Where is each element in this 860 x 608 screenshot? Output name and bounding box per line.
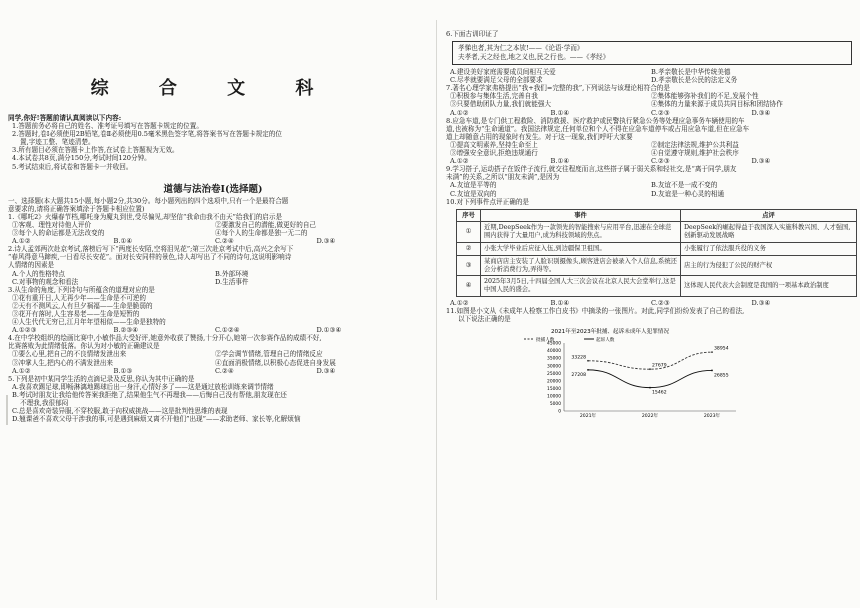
question-1 <box>8 213 418 245</box>
statement-option: ④人生代代无穷已,江月年年望相似——生命是独特的 <box>12 318 166 327</box>
answer-choice: D.③④ <box>316 366 336 375</box>
y-tick-label: 10000 <box>547 394 561 400</box>
y-tick-label: 15000 <box>547 387 561 393</box>
question-stem: “春风得意马蹄疾,一日看尽长安花”。面对长安同样的景色,诗人却写出了不同的诗句,这说明影响诗 <box>8 253 292 262</box>
statement-option: ②制定法律法规,维护公共利益 <box>651 140 739 149</box>
notice-head: 同学,你好!答题前请认真阅读以下内容: <box>8 114 122 122</box>
answer-choice: D.③④ <box>751 299 771 308</box>
question-7 <box>446 84 852 116</box>
option-row <box>8 359 418 367</box>
event-cell: 小张大学毕业后应征入伍,到边疆保卫祖国。 <box>481 243 681 256</box>
data-point <box>649 369 651 371</box>
quote-line: 孝悌也者,其为仁之本欤!——《论语·学而》 <box>458 44 584 53</box>
question-stem: 道,也被称为“生命通道”。我国法律规定,任何单位和个人不得在应急车道停车或占用应急车道,但在应急车 <box>446 124 750 133</box>
statement-option: ③只要借助团队力量,我们就能强大 <box>450 100 552 109</box>
answer-choice: D.③④ <box>751 157 771 166</box>
answer-choice: B.友谊不是一成不变的 <box>651 181 718 190</box>
answer-choice: A.建设美好家庭需要成员间相互关爱 <box>450 68 556 77</box>
column-header: 序号 <box>457 209 481 222</box>
column-divider <box>436 20 437 600</box>
answer-choice: A.①②③ <box>12 326 37 335</box>
statement-option: ③冲掌人生,把内心的不满发泄出来 <box>12 358 114 367</box>
answer-choices <box>8 367 418 375</box>
question-stem: 11.如图是小文从《未成年人检察工作白皮书》中摘录的一张图片。对此,同学们纷纷发表了自己的看法, <box>446 307 745 316</box>
comment-cell: 店主的行为侵犯了公民的财产权 <box>681 255 857 276</box>
answer-choice: B.①④ <box>550 108 570 117</box>
answer-choice: A.友谊是平等的 <box>450 181 497 190</box>
option-row <box>8 229 418 237</box>
answer-choice: B.考试时朋友让我给他传答案我拒绝了,结果他生气不再理我——后悔自己没有帮他,朋友现在还 <box>12 390 287 399</box>
question-4 <box>8 334 418 374</box>
legend-label: 起诉人数 <box>596 338 615 344</box>
answer-choice: C.尽孝就要满足父母的全部要求 <box>450 76 543 85</box>
statement-option: ④自觉遵守规则,维护社会秩序 <box>651 149 739 158</box>
x-tick-label: 2021年 <box>579 414 597 420</box>
answer-choice: B.孝亲敬长是中华传统美德 <box>651 68 731 77</box>
statement-option: ②集体能够弥补我们的不足,发展个性 <box>651 92 759 101</box>
row-number: ② <box>457 243 481 256</box>
option-row <box>446 141 852 149</box>
row-number: ① <box>457 222 481 243</box>
question-10 <box>446 198 852 308</box>
statement-option: ②天有不测风云,人有旦夕祸福——生命是脆弱的 <box>12 301 153 310</box>
answer-choice: B.①④ <box>550 299 570 308</box>
question-stem: 9.学习搭子,运动搭子在饭伴子流行,就交往程度而言,这些搭子属于弱关系和轻社交,是“离于同学,朋友 <box>446 165 737 174</box>
answer-choice: D.①③④ <box>316 326 342 335</box>
question-stem: 8.应急车道,是专门供工程救险、消防救援、医疗救护或民警执行紧急公务等处理应急事务车辆使用的车 <box>446 116 745 125</box>
option-row <box>446 190 852 198</box>
notice-block <box>8 114 418 171</box>
answer-choice: B.②③④ <box>113 326 139 335</box>
table-row <box>457 255 857 276</box>
option-row <box>446 181 852 189</box>
option-row <box>8 350 418 358</box>
quote-box <box>452 41 852 65</box>
answer-choice: B.外部环境 <box>215 269 249 278</box>
data-point <box>587 360 589 362</box>
answer-choice: D.友谊是一种心灵的相通 <box>651 189 725 198</box>
question-stem: 道上却随意占用的现象时有发生。对于这一现象,我们呼吁大家要 <box>446 132 633 141</box>
y-tick-label: 5000 <box>549 402 561 408</box>
option-row <box>8 221 418 229</box>
answer-choice: A.①② <box>450 157 469 166</box>
notice-item: 4.本试卷共8页,满分150分,考试时间120分钟。 <box>12 154 151 163</box>
answer-choice: A.①② <box>12 237 31 246</box>
comment-cell: DeepSeek的崛起得益于我国深入实施科教兴国、人才强国,创新驱动发展战略 <box>681 222 857 243</box>
quote-line: 夫孝者,天之经也,地之义也,民之行也。——《孝经》 <box>458 53 610 62</box>
data-point <box>587 369 589 371</box>
data-label: 26855 <box>714 373 729 379</box>
y-tick-label: 35000 <box>547 357 561 363</box>
answer-choice: C.②③ <box>651 157 670 166</box>
answer-choice: B.①④ <box>550 157 570 166</box>
notice-item: 1.答题前务必将自己的姓名、准考证号填写在答题卡规定的位置。 <box>12 122 203 131</box>
answer-choice: A.①② <box>450 108 469 117</box>
row-number: ④ <box>457 276 481 297</box>
statement-option: ④集体的力量来源于成员共同目标和团结协作 <box>651 100 783 109</box>
question-stem: 未满”的关系,之所以“朋友未满”,是因为 <box>446 173 560 182</box>
y-tick-label: 30000 <box>547 364 561 370</box>
events-table <box>456 209 857 297</box>
answer-choice: D.孝亲敬长是公民的法定义务 <box>651 76 738 85</box>
option-row <box>8 270 418 278</box>
y-tick-label: 45000 <box>547 341 561 347</box>
comment-cell: 这体现人民代表大会制度是我国的一项基本政治制度 <box>681 276 857 297</box>
notice-item: 3.所有题目必须在答题卡上作答,在试卷上答题视为无效。 <box>12 146 179 155</box>
y-tick-label: 40000 <box>547 349 561 355</box>
question-3 <box>8 286 418 335</box>
answer-choice: C.对事物的观念和看法 <box>12 277 79 286</box>
section-intro: 一、选择题(本大题共15小题,每小题2分,共30分。每小题列出的四个选项中,只有一个是最符合题 <box>8 196 289 205</box>
question-stem: 人情绪的因素是 <box>8 261 55 270</box>
statement-option: ④每个人的生命都是独一无二的 <box>215 229 308 238</box>
question-stem: 4.在中学校组织的绘画比赛中,小敏作品大受好评,她意外收获了赞扬,十分开心,她第一次参赛作品的成绩不好, <box>8 334 322 343</box>
column-header: 事件 <box>481 209 681 222</box>
answer-choice: A.我喜欢踢足球,即畅淋漓地踢球后出一身汗,心情好多了——这是通过放松训练来调节情绪 <box>12 382 274 391</box>
answer-choice: A.①② <box>12 366 31 375</box>
answer-choice: C.总是喜欢奇装异服,不穿校服,敢于向权威挑战——这是批判性思维的表现 <box>12 407 228 416</box>
statement-option: ①要么心里,把自己的不良情绪发泄出来 <box>12 350 127 359</box>
table-row <box>457 243 857 256</box>
data-label: 38954 <box>714 346 729 352</box>
answer-choice: C.②③ <box>651 299 670 308</box>
option-row <box>8 278 418 286</box>
option-row <box>446 149 852 157</box>
column-header: 点评 <box>681 209 857 222</box>
answer-choice: D.③④ <box>751 108 771 117</box>
statement-option: ①花有重开日,人无再少年——生命是不可逆的 <box>12 293 146 302</box>
answer-choice: B.①③ <box>113 366 133 375</box>
question-6 <box>446 30 852 84</box>
data-point <box>711 352 713 354</box>
answer-choice: C.②③ <box>651 108 670 117</box>
answer-choice: C.②④ <box>215 366 234 375</box>
series-line <box>588 370 712 388</box>
question-stem: 2.诗人孟郊两次赴京考试,落榜后写下“两度长安陌,空将泪见花”;第三次赴京考试中后,高兴之余写下 <box>8 245 294 254</box>
answer-choice: A.个人的性格特点 <box>12 269 66 278</box>
data-label: 27208 <box>571 373 586 379</box>
option-row <box>446 92 852 100</box>
juvenile-crime-chart <box>446 327 852 423</box>
legend-label: 批捕人数 <box>536 338 555 344</box>
table-row <box>457 222 857 243</box>
option-row <box>446 68 852 76</box>
answer-choices <box>8 237 418 245</box>
statement-option: ③花开有落时,人生容易老——生命是短暂的 <box>12 309 140 318</box>
data-label: 27679 <box>652 364 667 370</box>
question-stem: 3.从生命的角度,下列诗句与所蕴含的道理对应的是 <box>8 285 155 294</box>
notice-item: 置,字迹工整、笔迹清楚。 <box>20 138 95 147</box>
notice-item: 2.答题时,卷Ⅰ必须使用2B铅笔,卷Ⅱ必须使用0.5毫米黑色签字笔,将答案书写在答题卡规定的位 <box>12 130 282 139</box>
y-tick-label: 20000 <box>547 379 561 385</box>
table-row <box>457 276 857 297</box>
answer-choice: D.③④ <box>316 237 336 246</box>
notice-item: 5.考试结束后,将试卷和答题卡一并收回。 <box>12 162 133 171</box>
question-stem: 7.著名心理学家弗格提出“我+我们=完整的我”,下列说法与该理论相符合的是 <box>446 84 670 93</box>
answer-choice: A.①② <box>450 299 469 308</box>
x-tick-label: 2022年 <box>641 414 659 420</box>
statement-option: ②学会调节情绪,管理自己的情绪反应 <box>215 350 323 359</box>
series-line <box>588 352 712 369</box>
answer-choice: 不理我,我很郁闷 <box>20 399 69 407</box>
right-column <box>440 0 860 608</box>
statement-option: ③增强安全意识,拒绝违规通行 <box>450 149 538 158</box>
section-intro: 意要求的,请将正确答案填涂于答题卡相应位置) <box>8 204 145 213</box>
data-point <box>711 370 713 372</box>
section-title: 道德与法治卷Ⅰ(选择题) <box>163 183 263 195</box>
statement-option: ④直面消极情绪,以积极心态促进自身发展 <box>215 358 336 367</box>
data-label: 33228 <box>571 355 586 361</box>
answer-choices <box>446 157 852 165</box>
question-stem: 比赛落败为此情绪低落。你认为对小敏的正确建议是 <box>8 342 160 351</box>
x-tick-label: 2023年 <box>703 414 721 420</box>
answer-choice: C.友谊是双向的 <box>450 189 497 198</box>
y-tick-label: 0 <box>558 409 561 415</box>
data-label: 15462 <box>652 390 667 396</box>
event-cell: 近期,DeepSeek作为一款领先的智能搜索与应用平台,迅速在全球范围内获得了大量用户,成为科技领域的焦点。 <box>481 222 681 243</box>
comment-cell: 小张履行了依法服兵役的义务 <box>681 243 857 256</box>
event-cell: 2025年3月5日,十四届全国人大三次会议在北京人民大会堂举行,这是中国人民的盛会。 <box>481 276 681 297</box>
event-cell: 某商店店主安装了人脸识别摄像头,顾客进店会被录入个人信息,系统还会分析消费行为,弄得等。 <box>481 255 681 276</box>
question-9 <box>446 165 852 197</box>
answer-choices <box>8 326 418 334</box>
question-2 <box>8 245 418 285</box>
answer-choices <box>446 299 852 307</box>
question-stem: 6.下面古训印证了 <box>446 30 499 38</box>
answer-choice: C.①②④ <box>215 326 240 335</box>
answer-choice: B.①④ <box>113 237 133 246</box>
statement-option: ①客观、理性对待他人评价 <box>12 220 92 229</box>
question-stem: 5.下列是初中某同学生活的点滴记录及反思,你认为其中正确的是 <box>8 374 195 383</box>
question-5 <box>8 375 418 424</box>
option-row <box>446 100 852 108</box>
chart-svg <box>446 327 746 419</box>
answer-choice: C.②④ <box>215 237 234 246</box>
question-stem: 1.《哪吒2》火爆春节档,哪吒身为魔丸到世,受尽偏见,却坚信“我命由我不由天”给我们的启示是 <box>8 212 283 221</box>
table-header-row <box>457 209 857 222</box>
question-8 <box>446 117 852 166</box>
question-stem: 10.对下列事件点评正确的是 <box>446 197 530 206</box>
row-number: ③ <box>457 255 481 276</box>
statement-option: ①积极参与集体生活,完善自我 <box>450 92 538 101</box>
data-point <box>649 387 651 389</box>
answer-choice: D.生活事件 <box>215 277 249 286</box>
statement-option: ②要激发自己的潜能,做更好的自己 <box>215 220 317 229</box>
page-title: 综 合 文 科 <box>90 78 336 99</box>
answer-choices <box>446 109 852 117</box>
option-row <box>446 76 852 84</box>
statement-option: ①提高文明素养,坚持生命至上 <box>450 140 538 149</box>
chart-title: 2021年至2023年批捕、起诉未成年人犯罪情况 <box>551 329 669 336</box>
answer-choice: D.翘课爸不喜欢父母干涉我的事,可是遇到麻烦又离不开他们”出现”——求助老师、家长等,化解烦恼 <box>12 415 301 424</box>
question-11 <box>446 307 852 423</box>
y-tick-label: 25000 <box>547 372 561 378</box>
statement-option: ③每个人的命运都是无法改变的 <box>12 229 105 238</box>
question-stem: 以下说法正确的是 <box>458 315 511 324</box>
